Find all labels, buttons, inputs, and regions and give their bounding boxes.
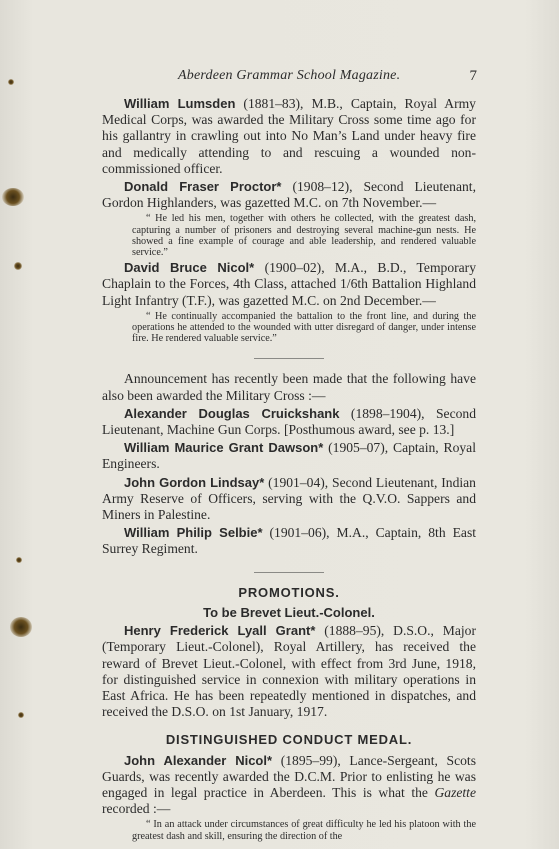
recipient-name: William Lumsden	[124, 96, 236, 111]
binding-hole	[16, 557, 22, 563]
recipient-name: William Maurice Grant Dawson*	[124, 440, 324, 456]
binding-hole	[18, 712, 24, 718]
citation-quote: “ He led his men, together with others he collected, with the greatest dash, capturing a number of prisoners and destroying several machine-gun nests. He showed a fine example of courage and able leadership, and rendered valuable service.”	[132, 213, 476, 259]
recipient-name: Alexander Douglas Cruickshank	[124, 405, 340, 421]
award-entry	[102, 406, 476, 438]
award-entry	[102, 440, 476, 472]
entry-text: (1908–12), Second Lieutenant, Gordon Highlanders, was gazetted M.C. on 7th November.—	[102, 179, 476, 211]
section-heading-promotions: PROMOTIONS.	[238, 584, 340, 600]
article-body	[102, 96, 476, 844]
page-number: 7	[469, 68, 477, 84]
citation-quote: “ He continually accompanied the battalion to the front line, and during the operations he attended to the wounded with utter disregard of danger, under intense fire. He rendered valuable service.”	[132, 310, 476, 345]
entry-text: (1901–04), Second Lieutenant, Indian Army Reserve of Officers, serving with the Q.V.O. Sappers and Miners in Palestine.	[102, 474, 476, 523]
citation-quote: “ In an attack under circumstances of great difficulty he led his platoon with the greatest dash and skill, ensuring the direction of the	[132, 819, 476, 842]
page-header	[100, 68, 477, 88]
entry-text: (1900–02), M.A., B.D., Temporary Chaplain to the Forces, 4th Class, attached 1/6th Battalion Highland Light Infantry (T.F.), was gazetted M.C. on 2nd December.—	[102, 260, 476, 308]
award-entry	[102, 260, 476, 309]
award-entry	[102, 179, 476, 211]
recipient-name: Donald Fraser Proctor*	[124, 179, 282, 195]
section-heading-dcm: DISTINGUISHED CONDUCT MEDAL.	[165, 732, 413, 748]
binding-hole	[8, 79, 14, 85]
recipient-name: John Alexander Nicol*	[124, 752, 273, 768]
binding-hole	[10, 617, 32, 637]
section-subheading: To be Brevet Lieut.-Colonel.	[203, 604, 375, 620]
gazette-title: Gazette	[434, 784, 476, 800]
entry-text: (1905–07), Captain, Royal Engineers.	[102, 440, 476, 472]
entry-text: (1898–1904), Second Lieutenant, Machine Gun Corps. [Posthumous award, see p. 13.]	[102, 405, 476, 438]
entry-text: (1895–99), Lance-Sergeant, Scots Guards, was recently awarded the D.C.M. Prior to enlisting he was engaged in legal practice in Aberdeen. This is what the	[102, 752, 476, 800]
award-entry	[102, 525, 476, 557]
running-head: Aberdeen Grammar School Magazine.	[178, 68, 401, 83]
entry-text-end: recorded :—	[102, 801, 171, 817]
entry-text: (1901–06), M.A., Captain, 8th East Surrey Regiment.	[102, 525, 477, 557]
recipient-name: John Gordon Lindsay*	[124, 474, 265, 490]
binding-hole	[2, 188, 24, 206]
binding-hole	[14, 262, 22, 270]
recipient-name: David Bruce Nicol*	[124, 260, 255, 276]
award-entry	[102, 96, 476, 177]
section-divider	[254, 358, 324, 359]
announcement-text: Announcement has recently been made that the following have also been awarded the Military Cross :—	[102, 371, 476, 403]
entry-text: (1881–83), M.B., Captain, Royal Army Medical Corps, was awarded the Military Cross some time ago for his gallantry in crawling out into No Man’s Land under heavy fire and medically attending to and rescuing a wounded non-commissioned officer.	[102, 96, 476, 176]
entry-text: (1888–95), D.S.O., Major (Temporary Lieut.-Colonel), Royal Artillery, has received the reward of Brevet Lieut.-Colonel, with effect from 3rd June, 1918, for distinguished service in connexion with military operations in East Africa. He has been repeatedly mentioned in dispatches, and received the D.S.O. on 1st January, 1917.	[102, 623, 476, 720]
recipient-name: William Philip Selbie*	[124, 525, 263, 541]
dcm-entry	[102, 753, 476, 818]
promotion-entry	[102, 623, 476, 720]
award-entry	[102, 475, 476, 524]
recipient-name: Henry Frederick Lyall Grant*	[124, 623, 316, 639]
section-divider	[254, 572, 324, 573]
